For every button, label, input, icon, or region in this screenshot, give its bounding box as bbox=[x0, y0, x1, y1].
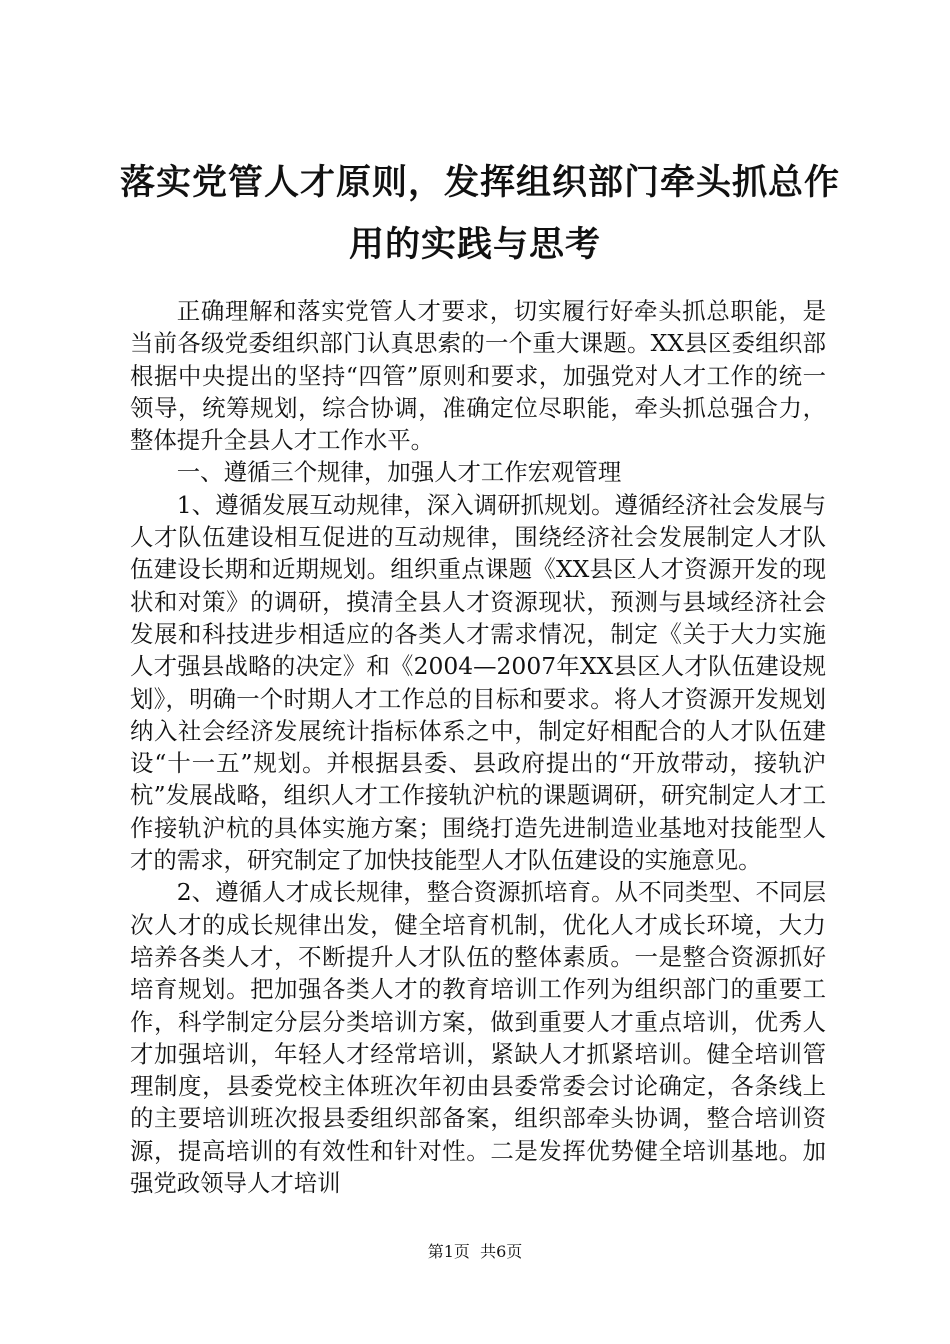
title-line-1: 落实党管人才原则，发挥组织部门牵头抓总作 bbox=[120, 162, 841, 203]
body-paragraph: 1、遵循发展互动规律，深入调研抓规划。遵循经济社会发展与人才队伍建设相互促进的互动规律，围绕经济社会发展制定人才队伍建设长期和近期规划。组织重点课题《XX县区人才资源开发的现状和对策》的调研，摸清全县人才资源现状，预测与县域经济社会发展和科技进步相适应的各类人才需求情况，制定《关于大力实施人才强县战略的决定》和《2004—2007年XX县区人才队伍建设规划》，明确一个时期人才工作总的目标和要求。将人才资源开发规划纳入社会经济发展统计指标体系之中，制定好相配合的人才队伍建设“十一五”规划。并根据县委、县政府提出的“开放带动，接轨沪杭”发展战略，组织人才工作接轨沪杭的课题调研，研究制定人才工作接轨沪杭的具体实施方案；围绕打造先进制造业基地对技能型人才的需求，研究制定了加快技能型人才队伍建设的实施意见。 bbox=[130, 490, 826, 875]
document-title bbox=[120, 152, 841, 276]
body-paragraph: 2、遵循人才成长规律，整合资源抓培育。从不同类型、不同层次人才的成长规律出发，健全培育机制，优化人才成长环境，大力培养各类人才，不断提升人才队伍的整体素质。一是整合资源抓好培育规划。把加强各类人才的教育培训工作列为组织部门的重要工作，科学制定分层分类培训方案，做到重要人才重点培训，优秀人才加强培训，年轻人才经常培训，紧缺人才抓紧培训。健全培训管理制度，县委党校主体班次年初由县委常委会讨论确定，各条线上的主要培训班次报县委组织部备案，组织部牵头协调，整合培训资源，提高培训的有效性和针对性。二是发挥优势健全培训基地。加强党政领导人才培训 bbox=[130, 878, 826, 1198]
section-heading: 一、遵循三个规律，加强人才工作宏观管理 bbox=[176, 458, 622, 487]
intro-paragraph: 正确理解和落实党管人才要求，切实履行好牵头抓总职能，是当前各级党委组织部门认真思索的一个重大课题。XX县区委组织部根据中央提出的坚持“四管”原则和要求，加强党对人才工作的统一领导，统筹规划，综合协调，准确定位尽职能，牵头抓总强合力，整体提升全县人才工作水平。 bbox=[130, 297, 826, 455]
title-line-2: 用的实践与思考 bbox=[348, 224, 601, 265]
page-footer: 第1页 共6页 bbox=[427, 1242, 523, 1261]
document-body bbox=[130, 295, 826, 1199]
